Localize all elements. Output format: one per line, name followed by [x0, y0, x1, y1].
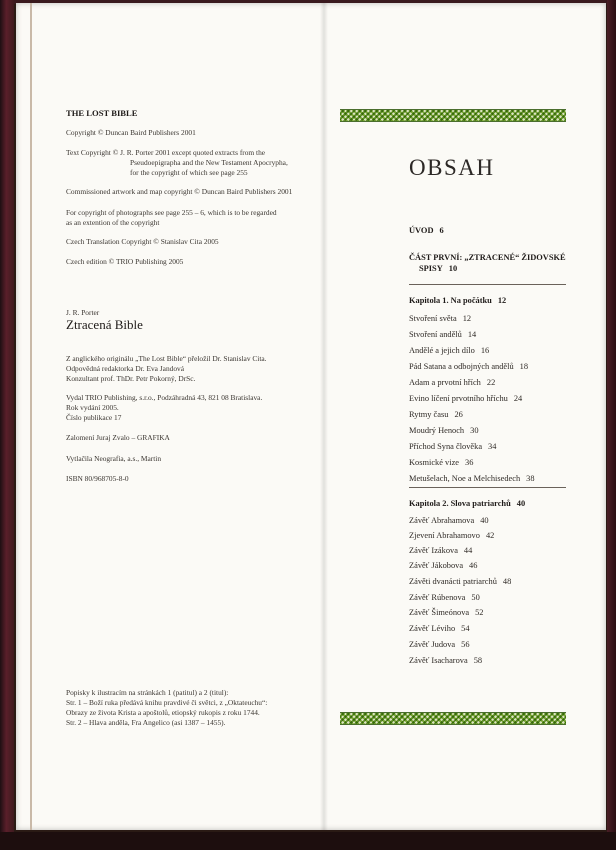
czech-title: Ztracená Bible — [66, 317, 143, 332]
author-name: J. R. Porter — [66, 308, 100, 317]
caption-line: Obrazy ze života Krista a apoštolů, etiopský rukopis z roku 1744. — [66, 708, 260, 717]
credit-line: Z anglického originálu „The Lost Bible“ přeložil Dr. Stanislav Cita. — [66, 354, 267, 363]
toc-item: Stvoření světa 12 — [409, 314, 472, 323]
toc-item: Závěť Jákobova 46 — [409, 561, 478, 570]
copyright-line: For copyright of photographs see page 255 – 6, which is to be regarded — [66, 208, 277, 217]
toc-part-one-cont: SPISY 10 — [419, 264, 458, 273]
ornamental-border-bottom — [340, 712, 566, 725]
toc-item: Závěť Šimeónova 52 — [409, 608, 484, 617]
credit-line: Číslo publikace 17 — [66, 413, 122, 422]
toc-part-one: ČÁST PRVNÍ: „ZTRACENÉ“ ŽIDOVSKÉ — [409, 253, 566, 262]
toc-item: Evino líčení prvotního hříchu 24 — [409, 394, 523, 403]
book-cover-bottom-edge — [0, 832, 616, 850]
copyright-line: for the copyright of which see page 255 — [130, 168, 248, 177]
toc-item: Pád Satana a odbojných andělů 18 — [409, 362, 529, 371]
credit-line: Vytlačila Neografia, a.s., Martin — [66, 454, 162, 463]
credit-line: Rok vydání 2005. — [66, 403, 119, 412]
copyright-line: Commissioned artwork and map copyright © Duncan Baird Publishers 2001 — [66, 187, 293, 196]
toc-chapter-1: Kapitola 1. Na počátku 12 — [409, 296, 507, 305]
copyright-line: Text Copyright © J. R. Porter 2001 except quoted extracts from the — [66, 148, 266, 157]
caption-line: Popisky k ilustracím na stránkách 1 (patitul) a 2 (titul): — [66, 688, 229, 697]
toc-item: Závěť Léviho 54 — [409, 624, 470, 633]
credit-line: Konzultant prof. ThDr. Petr Pokorný, DrSc. — [66, 374, 196, 383]
caption-line: Str. 2 – Hlava anděla, Fra Angelico (asi 1387 – 1455). — [66, 718, 226, 727]
copyright-line: as an extention of the copyright — [66, 218, 160, 227]
credit-line: Odpovědná redaktorka Dr. Eva Jandová — [66, 364, 185, 373]
toc-item: Závěť Isacharova 58 — [409, 656, 483, 665]
page-edge-line — [30, 3, 32, 830]
toc-item: Příchod Syna člověka 34 — [409, 442, 497, 451]
credit-line: Zalomení Juraj Zvalo – GRAFIKA — [66, 433, 170, 442]
toc-item: Andělé a jejich dílo 16 — [409, 346, 490, 355]
copyright-line: Copyright © Duncan Baird Publishers 2001 — [66, 128, 196, 137]
toc-item: Metušelach, Noe a Melchisedech 38 — [409, 474, 535, 483]
copyright-line: Czech edition © TRIO Publishing 2005 — [66, 257, 184, 266]
toc-item: Adam a prvotní hřích 22 — [409, 378, 496, 387]
book-cover-right-edge — [607, 0, 616, 850]
toc-item: Závěti dvanácti patriarchů 48 — [409, 577, 512, 586]
toc-item: Rytmy času 26 — [409, 410, 463, 419]
book-gutter — [320, 3, 328, 830]
divider — [409, 284, 566, 285]
toc-item: Zjevení Abrahamovo 42 — [409, 531, 495, 540]
toc-item: Závěť Judova 56 — [409, 640, 470, 649]
toc-item: Moudrý Henoch 30 — [409, 426, 479, 435]
toc-item: Kosmické vize 36 — [409, 458, 474, 467]
ornamental-border-top — [340, 109, 566, 122]
book-cover-left-edge — [0, 0, 14, 850]
book-title: THE LOST BIBLE — [66, 108, 138, 118]
toc-item: Závěť Rúbenova 50 — [409, 593, 480, 602]
toc-item: Závěť Abrahamova 40 — [409, 516, 489, 525]
toc-intro: ÚVOD 6 — [409, 226, 444, 235]
toc-item: Stvoření andělů 14 — [409, 330, 477, 339]
divider — [409, 487, 566, 488]
contents-heading: OBSAH — [409, 155, 495, 180]
isbn: ISBN 80/968705-8-0 — [66, 474, 129, 483]
caption-line: Str. 1 – Boží ruka předává knihu pravdivé či světci, z „Oktateuchu“: — [66, 698, 268, 707]
toc-item: Závěť Izákova 44 — [409, 546, 473, 555]
toc-chapter-2: Kapitola 2. Slova patriarchů 40 — [409, 499, 526, 508]
credit-line: Vydal TRIO Publishing, s.r.o., Podzáhradná 43, 821 08 Bratislava. — [66, 393, 263, 402]
copyright-line: Czech Translation Copyright © Stanislav Cita 2005 — [66, 237, 219, 246]
copyright-line: Pseudoepigrapha and the New Testament Apocrypha, — [130, 158, 288, 167]
